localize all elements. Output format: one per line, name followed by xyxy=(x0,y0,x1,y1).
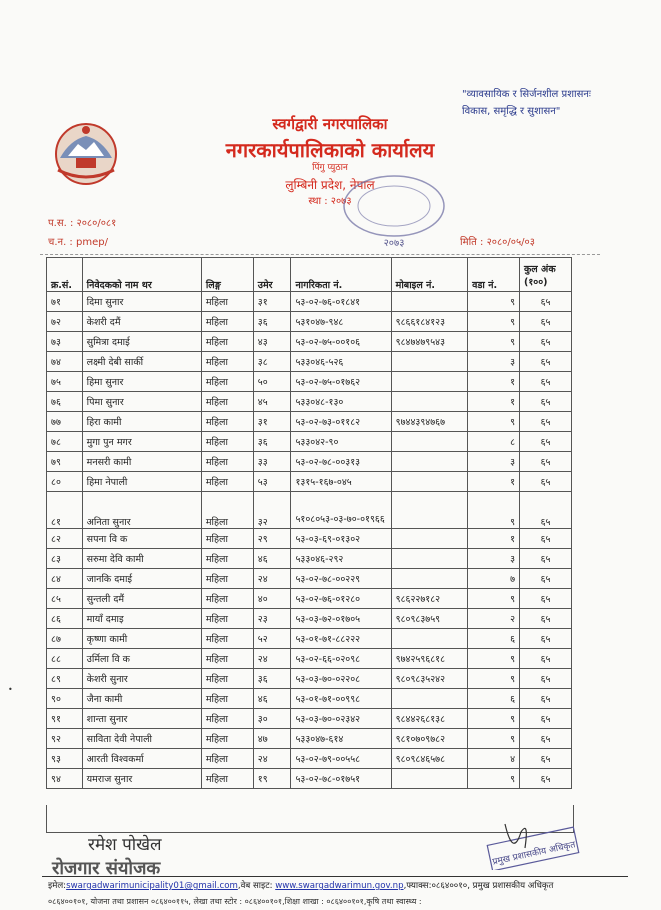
table-row xyxy=(47,292,572,312)
cell-gender: महिला xyxy=(201,492,253,529)
cell-gender: महिला xyxy=(201,392,253,412)
cell-age: ४५ xyxy=(253,392,291,412)
cell-gender: महिला xyxy=(201,709,253,729)
cell-age: २३ xyxy=(253,609,291,629)
table-row xyxy=(47,769,572,789)
cell-name: हिमा नेपाली xyxy=(82,472,201,492)
table-row xyxy=(47,549,572,569)
cell-citizenship: ५३-०२-६६-०२०९८ xyxy=(291,649,391,669)
cell-name: कृष्णा कामी xyxy=(82,629,201,649)
cell-gender: महिला xyxy=(201,529,253,549)
cell-age: ३१ xyxy=(253,412,291,432)
cell-name: हिरा कामी xyxy=(82,412,201,432)
cell-score: ६५ xyxy=(520,589,572,609)
col-score xyxy=(520,258,572,292)
cell-score: ६५ xyxy=(520,769,572,789)
table-row xyxy=(47,452,572,472)
table-row xyxy=(47,629,572,649)
cell-ward: १ xyxy=(468,372,520,392)
cell-citizenship: ५३१०४७-९४८ xyxy=(291,312,391,332)
office-place: पिंगु प्युठान xyxy=(312,163,348,173)
cell-score: ६५ xyxy=(520,292,572,312)
cell-score: ६५ xyxy=(520,352,572,372)
cell-age: ४६ xyxy=(253,689,291,709)
cell-citizenship: ५३-०२-७६-०१८४१ xyxy=(291,292,391,312)
cell-sn: ७४ xyxy=(47,352,83,372)
cell-ward: ९ xyxy=(468,769,520,789)
email-label: इमेल: xyxy=(48,881,67,891)
cell-gender: महिला xyxy=(201,689,253,709)
cell-sn: ८८ xyxy=(47,649,83,669)
table-row xyxy=(47,709,572,729)
cell-ward: १ xyxy=(468,529,520,549)
col-score-label: कुल अंक xyxy=(524,263,556,275)
cell-age: १९ xyxy=(253,769,291,789)
cell-sn: ८४ xyxy=(47,569,83,589)
cell-ward: ९ xyxy=(468,729,520,749)
cell-score: ६५ xyxy=(520,372,572,392)
cell-score: ६५ xyxy=(520,492,572,529)
cell-score: ६५ xyxy=(520,529,572,549)
cell-age: ३१ xyxy=(253,292,291,312)
footer-contact xyxy=(48,879,553,891)
cell-sn: ७६ xyxy=(47,392,83,412)
cell-ward: ४ xyxy=(468,749,520,769)
cell-score: ६५ xyxy=(520,412,572,432)
cell-age: ४० xyxy=(253,589,291,609)
cell-name: शान्ता सुनार xyxy=(82,709,201,729)
cell-sn: ८६ xyxy=(47,609,83,629)
cell-score: ६५ xyxy=(520,609,572,629)
cell-gender: महिला xyxy=(201,749,253,769)
cell-name: सपना वि क xyxy=(82,529,201,549)
fax-text: ,फ्याक्स:०८६४००१०, प्रमुख प्रशासकीय अधिकृत xyxy=(403,881,554,891)
cell-age: ३६ xyxy=(253,669,291,689)
office-seal-stamp xyxy=(338,170,450,250)
cell-score: ६५ xyxy=(520,392,572,412)
cell-sn: ८५ xyxy=(47,589,83,609)
cell-sn: ८७ xyxy=(47,629,83,649)
cell-ward: ३ xyxy=(468,352,520,372)
margin-mark: • xyxy=(8,685,13,694)
cell-age: ३३ xyxy=(253,452,291,472)
cell-name: अनिता सुनार xyxy=(82,492,201,529)
table-row xyxy=(47,332,572,352)
cell-age: ३२ xyxy=(253,492,291,529)
cell-ward: ८ xyxy=(468,432,520,452)
cell-mobile: ९७४२५९६८१८ xyxy=(391,649,467,669)
cell-age: २४ xyxy=(253,749,291,769)
cell-gender: महिला xyxy=(201,589,253,609)
cell-citizenship: ५३-०२-७८-००३१३ xyxy=(291,452,391,472)
cell-name: केशरी सुनार xyxy=(82,669,201,689)
cell-citizenship: ५३-०२-७९-००५५८ xyxy=(291,749,391,769)
cell-citizenship: ५३-०३-६९-०१३०२ xyxy=(291,529,391,549)
cell-age: २४ xyxy=(253,569,291,589)
cell-citizenship: ५३-०३-७०-०२३४२ xyxy=(291,709,391,729)
footer-divider xyxy=(42,876,628,877)
cell-name: मुगा पुन मगर xyxy=(82,432,201,452)
signatory-name: रमेश पोखेल xyxy=(88,835,162,855)
cell-ward: ७ xyxy=(468,569,520,589)
web-label: ,वेब साइट: xyxy=(237,881,276,891)
cell-mobile xyxy=(391,769,467,789)
cell-score: ६५ xyxy=(520,629,572,649)
cell-sn: ७७ xyxy=(47,412,83,432)
table-row xyxy=(47,609,572,629)
table-row xyxy=(47,689,572,709)
cell-sn: ९० xyxy=(47,689,83,709)
cell-mobile xyxy=(391,432,467,452)
cell-name: आरती विश्वकर्मा xyxy=(82,749,201,769)
cell-mobile: ९८६२२७१८२ xyxy=(391,589,467,609)
cell-sn: ९२ xyxy=(47,729,83,749)
cell-gender: महिला xyxy=(201,649,253,669)
cell-name: साविता देवी नेपाली xyxy=(82,729,201,749)
cell-ward: ९ xyxy=(468,292,520,312)
cell-citizenship: ५३३०४८-१३० xyxy=(291,392,391,412)
cell-age: ४३ xyxy=(253,332,291,352)
cell-sn: ७८ xyxy=(47,432,83,452)
province-name: लुम्बिनी प्रदेश, नेपाल xyxy=(285,178,375,192)
cell-sn: ७३ xyxy=(47,332,83,352)
cell-gender: महिला xyxy=(201,352,253,372)
cell-gender: महिला xyxy=(201,609,253,629)
cell-citizenship: ५३३०४६-५२६ xyxy=(291,352,391,372)
cell-gender: महिला xyxy=(201,729,253,749)
cell-name: जैना कामी xyxy=(82,689,201,709)
cell-mobile xyxy=(391,549,467,569)
cell-ward: ९ xyxy=(468,649,520,669)
cell-name: यमराज सुनार xyxy=(82,769,201,789)
officer-signature-stamp xyxy=(485,818,580,870)
cell-mobile xyxy=(391,689,467,709)
slogan-line-2: विकास, समृद्धि र सुशासन" xyxy=(462,106,561,117)
slogan xyxy=(462,86,591,120)
footer-phones: ०८६४००१०१, योजना तथा प्रशासन ०८६४००११५, लेखा तथा स्टोर : ०८६४००१०१,शिक्षा शाखा : ०८६४००१०१,कृषि तथा स्वास्थ्य : xyxy=(48,897,422,906)
cell-sn: ८९ xyxy=(47,669,83,689)
cell-citizenship: ५३३०४७-६१४ xyxy=(291,729,391,749)
cell-name: उर्मिला वि क xyxy=(82,649,201,669)
cell-ward: १ xyxy=(468,392,520,412)
cell-score: ६५ xyxy=(520,312,572,332)
cell-citizenship: ५१०८०५३-०३-७०-०१९६६ xyxy=(291,492,391,529)
cell-mobile: ९८४४२६८१३८ xyxy=(391,709,467,729)
cell-age: ५० xyxy=(253,372,291,392)
table-row xyxy=(47,412,572,432)
cell-ward: ३ xyxy=(468,452,520,472)
cell-citizenship: ५३-०२-७५-०१७६२ xyxy=(291,372,391,392)
cell-age: ५३ xyxy=(253,472,291,492)
cell-gender: महिला xyxy=(201,372,253,392)
cell-ward: ३ xyxy=(468,549,520,569)
table-row xyxy=(47,729,572,749)
cell-score: ६५ xyxy=(520,749,572,769)
cell-mobile xyxy=(391,392,467,412)
cell-name: सरुमा देवि कामी xyxy=(82,549,201,569)
cell-sn: ७५ xyxy=(47,372,83,392)
cell-ward: ९ xyxy=(468,589,520,609)
cell-sn: ८० xyxy=(47,472,83,492)
cell-age: ३६ xyxy=(253,312,291,332)
cell-name: पिमा सुनार xyxy=(82,392,201,412)
cell-citizenship: १३१५-१६७-०४५ xyxy=(291,472,391,492)
cell-age: ३८ xyxy=(253,352,291,372)
cell-citizenship: ५३३०४६-२९२ xyxy=(291,549,391,569)
table-row xyxy=(47,312,572,332)
cell-name: केशरी दमैं xyxy=(82,312,201,332)
cell-score: ६५ xyxy=(520,669,572,689)
reference-number: प.स. : २०८०/०८१ xyxy=(48,218,117,229)
office-name: नगरकार्यपालिकाको कार्यालय xyxy=(225,138,435,162)
cell-citizenship: ५३-०२-७३-०११८२ xyxy=(291,412,391,432)
table-row xyxy=(47,472,572,492)
cell-mobile: ९८४७४७९५४३ xyxy=(391,332,467,352)
cell-sn: ८३ xyxy=(47,549,83,569)
cell-citizenship: ५३-०२-७८-०१७५१ xyxy=(291,769,391,789)
cell-mobile: ९८६६१८४१२३ xyxy=(391,312,467,332)
cell-score: ६५ xyxy=(520,432,572,452)
table-row xyxy=(47,589,572,609)
cell-citizenship: ५३-०३-७०-०२२०८ xyxy=(291,669,391,689)
cell-sn: ७९ xyxy=(47,452,83,472)
table-row xyxy=(47,392,572,412)
website-link[interactable]: www.swargadwarimun.gov.np xyxy=(275,881,404,891)
cell-mobile xyxy=(391,372,467,392)
cell-citizenship: ५३-०३-७२-०१७०५ xyxy=(291,609,391,629)
table-row xyxy=(47,432,572,452)
cell-age: २४ xyxy=(253,649,291,669)
cell-score: ६५ xyxy=(520,709,572,729)
cell-score: ६५ xyxy=(520,332,572,352)
cell-citizenship: ५३-०२-७५-००१०६ xyxy=(291,332,391,352)
cell-gender: महिला xyxy=(201,452,253,472)
cell-mobile xyxy=(391,569,467,589)
cell-gender: महिला xyxy=(201,669,253,689)
cell-score: ६५ xyxy=(520,549,572,569)
cell-sn: ८१ xyxy=(47,492,83,529)
slogan-line-1: "व्यावसायिक र सिर्जनशील प्रशासनः xyxy=(462,89,591,100)
cell-score: ६५ xyxy=(520,472,572,492)
cell-ward: ६ xyxy=(468,689,520,709)
cell-gender: महिला xyxy=(201,432,253,452)
cell-name: जानकि दमाई xyxy=(82,569,201,589)
cell-ward: ६ xyxy=(468,629,520,649)
table-row xyxy=(47,749,572,769)
cell-score: ६५ xyxy=(520,729,572,749)
cell-mobile xyxy=(391,472,467,492)
cell-gender: महिला xyxy=(201,472,253,492)
table-row xyxy=(47,352,572,372)
cell-ward: ९ xyxy=(468,669,520,689)
cell-gender: महिला xyxy=(201,312,253,332)
cell-ward: ९ xyxy=(468,709,520,729)
table-row xyxy=(47,372,572,392)
document-date: मिति : २०८०/०५/०३ xyxy=(460,237,535,248)
cell-sn: ८२ xyxy=(47,529,83,549)
cell-sn: ९१ xyxy=(47,709,83,729)
cell-mobile: ९८०९८३५२४२ xyxy=(391,669,467,689)
cell-score: ६५ xyxy=(520,569,572,589)
cell-ward: १ xyxy=(468,472,520,492)
col-age: उमेर xyxy=(253,258,291,292)
established-year: स्था : २०७३ xyxy=(308,196,352,207)
nepal-emblem-logo xyxy=(50,118,122,186)
cell-gender: महिला xyxy=(201,769,253,789)
cell-age: ३० xyxy=(253,709,291,729)
cell-name: मायाँ दमाइ xyxy=(82,609,201,629)
cell-citizenship: ५३३०४२-९० xyxy=(291,432,391,452)
cell-ward: ९ xyxy=(468,412,520,432)
cell-score: ६५ xyxy=(520,689,572,709)
cell-name: लक्ष्मी देबी सार्की xyxy=(82,352,201,372)
cell-citizenship: ५३-०२-७८-००२२९ xyxy=(291,569,391,589)
table-row xyxy=(47,669,572,689)
col-sn: क्र.सं. xyxy=(47,258,83,292)
col-score-max: (१००) xyxy=(524,276,548,288)
cell-mobile xyxy=(391,292,467,312)
col-citizenship: नागरिकता नं. xyxy=(291,258,391,292)
cell-age: ५२ xyxy=(253,629,291,649)
col-gender: लिङ्ग xyxy=(201,258,253,292)
cell-mobile: ९८०९८३७५९ xyxy=(391,609,467,629)
table-row xyxy=(47,569,572,589)
municipality-name: स्वर्गद्वारी नगरपालिका xyxy=(272,115,388,133)
cell-sn: ७२ xyxy=(47,312,83,332)
cell-sn: ९४ xyxy=(47,769,83,789)
cell-gender: महिला xyxy=(201,629,253,649)
cell-mobile xyxy=(391,529,467,549)
table-row xyxy=(47,649,572,669)
signatory-title: रोजगार संयोजक xyxy=(52,858,161,879)
cell-mobile: ९८०९८४६५७८ xyxy=(391,749,467,769)
cell-age: २९ xyxy=(253,529,291,549)
cell-ward: ९ xyxy=(468,312,520,332)
cell-score: ६५ xyxy=(520,649,572,669)
seal-year: २०७३ xyxy=(383,238,405,249)
cell-citizenship: ५३-०२-७६-०१२८० xyxy=(291,589,391,609)
cell-mobile: ९७४४३९४७६७ xyxy=(391,412,467,432)
stamp-title: प्रमुख प्रशासकीय अधिकृत xyxy=(491,840,577,868)
col-ward: वडा नं. xyxy=(468,258,520,292)
cell-age: ३६ xyxy=(253,432,291,452)
cell-gender: महिला xyxy=(201,412,253,432)
cell-gender: महिला xyxy=(201,292,253,312)
cell-sn: ७१ xyxy=(47,292,83,312)
cell-citizenship: ५३-०१-७१-००९९८ xyxy=(291,689,391,709)
cell-mobile xyxy=(391,629,467,649)
cell-name: मनसरी कामी xyxy=(82,452,201,472)
cell-gender: महिला xyxy=(201,549,253,569)
cell-age: ४६ xyxy=(253,549,291,569)
cell-mobile: ९८१०७०९७८२ xyxy=(391,729,467,749)
table-header-row xyxy=(47,258,572,292)
cell-name: दिमा सुनार xyxy=(82,292,201,312)
cell-mobile xyxy=(391,352,467,372)
table-row xyxy=(47,529,572,549)
cell-name: हिमा सुनार xyxy=(82,372,201,392)
cell-ward: ९ xyxy=(468,332,520,352)
cell-score: ६५ xyxy=(520,452,572,472)
cell-citizenship: ५३-०१-७१-८८२२२ xyxy=(291,629,391,649)
cell-ward: ९ xyxy=(468,492,520,529)
cell-gender: महिला xyxy=(201,569,253,589)
cell-sn: ९३ xyxy=(47,749,83,769)
cell-ward: २ xyxy=(468,609,520,629)
col-name: निवेदकको नाम थर xyxy=(82,258,201,292)
table-row xyxy=(47,492,572,529)
email-link[interactable]: swargadwarimunicipality01@gmail.com xyxy=(66,881,238,891)
cell-mobile xyxy=(391,452,467,472)
cell-name: सुमित्रा दमाई xyxy=(82,332,201,352)
col-mobile: मोबाइल नं. xyxy=(391,258,467,292)
applicant-table xyxy=(46,257,572,789)
dispatch-number: च.न. : pmep/ xyxy=(48,237,108,248)
cell-gender: महिला xyxy=(201,332,253,352)
cell-age: ४७ xyxy=(253,729,291,749)
cell-mobile xyxy=(391,492,467,529)
cell-name: सुन्तली दमैं xyxy=(82,589,201,609)
header-divider xyxy=(40,254,600,255)
